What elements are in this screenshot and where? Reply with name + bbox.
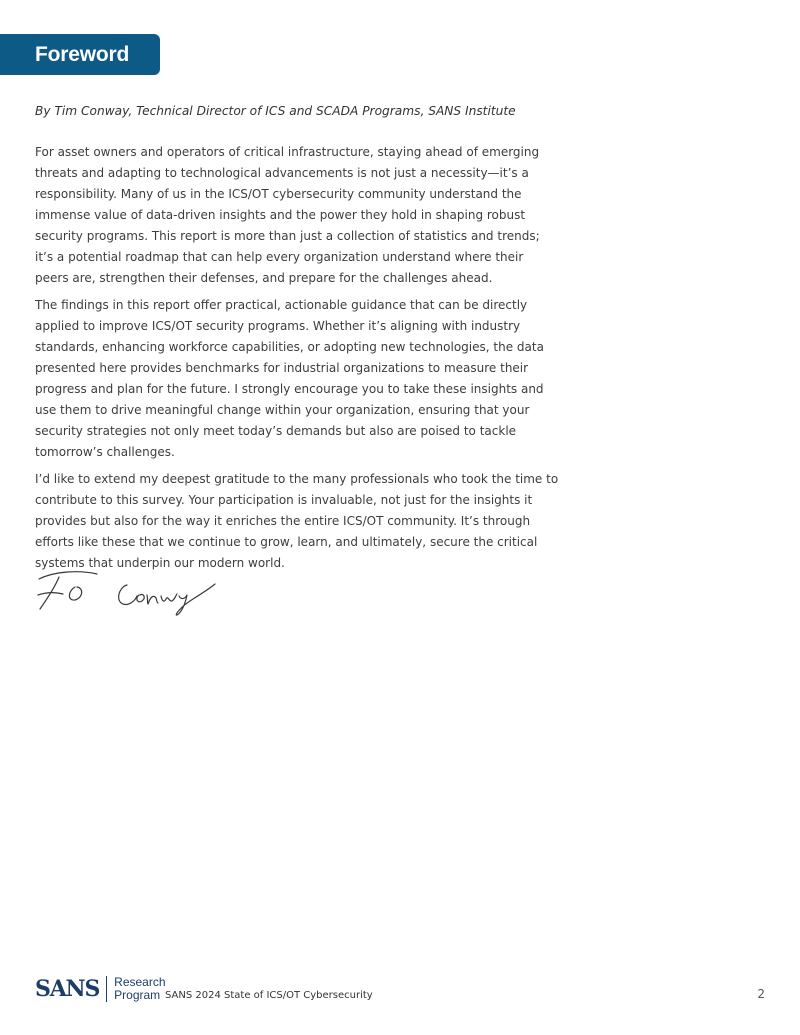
footer-report-title: SANS 2024 State of ICS/OT Cybersecurity bbox=[165, 990, 373, 1001]
logo-divider bbox=[106, 976, 107, 1002]
logo-subtitle bbox=[114, 976, 165, 1002]
section-header-tab bbox=[0, 34, 160, 75]
logo-sans-wordmark: SANS bbox=[35, 976, 100, 1002]
logo-line-research: Research bbox=[114, 975, 166, 989]
section-title: Foreword bbox=[35, 42, 130, 66]
paragraph-2: The findings in this report offer practical, actionable guidance that can be directly applied to improve ICS/OT security programs. Whether it’s aligning with industry standards, enhancing workforce capabilities, or adopting new technologies, the data presented here provides benchmarks for industrial organizations to measure their progress and plan for the future. I strongly encourage you to take these insights and use them to drive meaningful change within your organization, ensuring that your security strategies not only meet today’s demands but also are poised to tackle tomorrow’s challenges. bbox=[35, 298, 544, 459]
paragraph-3: I’d like to extend my deepest gratitude to the many professionals who took the time to contribute to this survey. Your participation is invaluable, not just for the insights it provides but also for the way it enriches the entire ICS/OT community. It’s through efforts like these that we continue to grow, learn, and ultimately, secure the critical systems that underpin our modern world. bbox=[35, 472, 559, 570]
paragraph-1: For asset owners and operators of critical infrastructure, staying ahead of emerging threats and adapting to technological advancements is not just a necessity—it’s a responsibility. Many of us in the ICS/OT cybersecurity community understand the immense value of data-driven insights and the power they hold in shaping robust security programs. This report is more than just a collection of statistics and trends; it’s a potential roadmap that can help every organization understand where their peers are, strengthen their defenses, and prepare for the challenges ahead. bbox=[35, 145, 540, 285]
logo-line-program: Program bbox=[114, 988, 161, 1002]
page-number: 2 bbox=[757, 987, 765, 1001]
author-byline: By Tim Conway, Technical Director of ICS and SCADA Programs, SANS Institute bbox=[35, 104, 516, 118]
foreword-body bbox=[35, 142, 560, 580]
sans-research-program-logo bbox=[35, 974, 166, 1004]
signature-icon bbox=[35, 565, 220, 620]
